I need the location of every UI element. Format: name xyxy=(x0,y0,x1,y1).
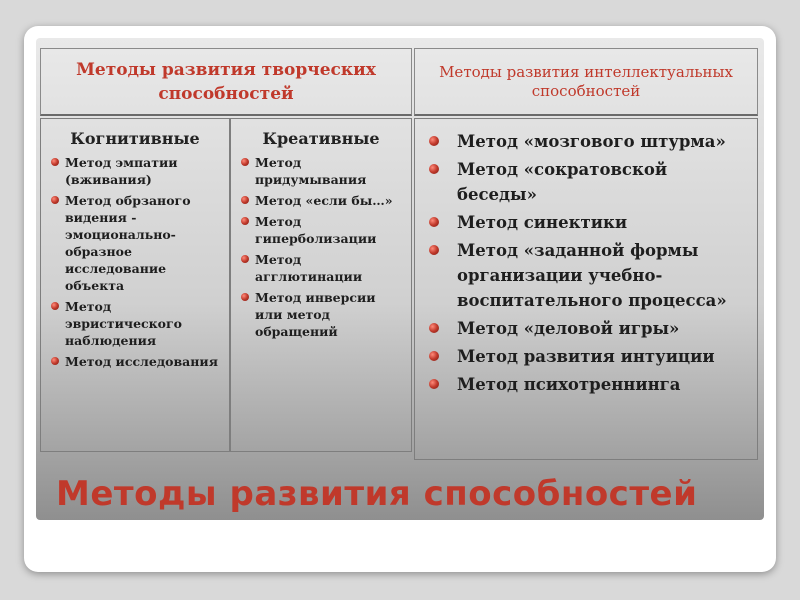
list-item: Метод «заданной формы организации учебно-воспитательного процесса» xyxy=(415,238,757,313)
list-item: Метод «если бы…» xyxy=(231,192,411,209)
list-item: Метод эмпатии (вживания) xyxy=(41,154,229,188)
list-item: Метод исследования xyxy=(41,353,229,370)
slide-title: Методы развития способностей xyxy=(56,474,698,514)
list-item: Метод обрзаного видения - эмоционально-образное исследование объекта xyxy=(41,192,229,294)
list-item: Метод развития интуиции xyxy=(415,344,757,369)
list-item: Метод придумывания xyxy=(231,154,411,188)
list-cognitive xyxy=(41,154,229,370)
list-item: Метод «мозгового штурма» xyxy=(415,129,757,154)
list-item: Метод инверсии или метод обращений xyxy=(231,289,411,340)
list-item: Метод психотреннинга xyxy=(415,372,757,397)
list-item: Метод гиперболизации xyxy=(231,213,411,247)
column-cognitive xyxy=(40,118,230,452)
column-intellectual xyxy=(414,118,758,460)
column-creative xyxy=(230,118,412,452)
list-creative xyxy=(231,154,411,340)
column-title-cognitive: Когнитивные xyxy=(70,129,200,148)
list-item: Метод «сократовской беседы» xyxy=(415,157,757,207)
list-item: Метод «деловой игры» xyxy=(415,316,757,341)
list-intellectual xyxy=(415,129,757,397)
column-title-creative: Креативные xyxy=(262,129,380,148)
list-item: Метод агглютинации xyxy=(231,251,411,285)
header-creative-abilities: Методы развития творческих способностей xyxy=(40,48,412,116)
list-item: Метод синектики xyxy=(415,210,757,235)
list-item: Метод эвристического наблюдения xyxy=(41,298,229,349)
header-intellectual-abilities: Методы развития интеллектуальных способностей xyxy=(414,48,758,116)
